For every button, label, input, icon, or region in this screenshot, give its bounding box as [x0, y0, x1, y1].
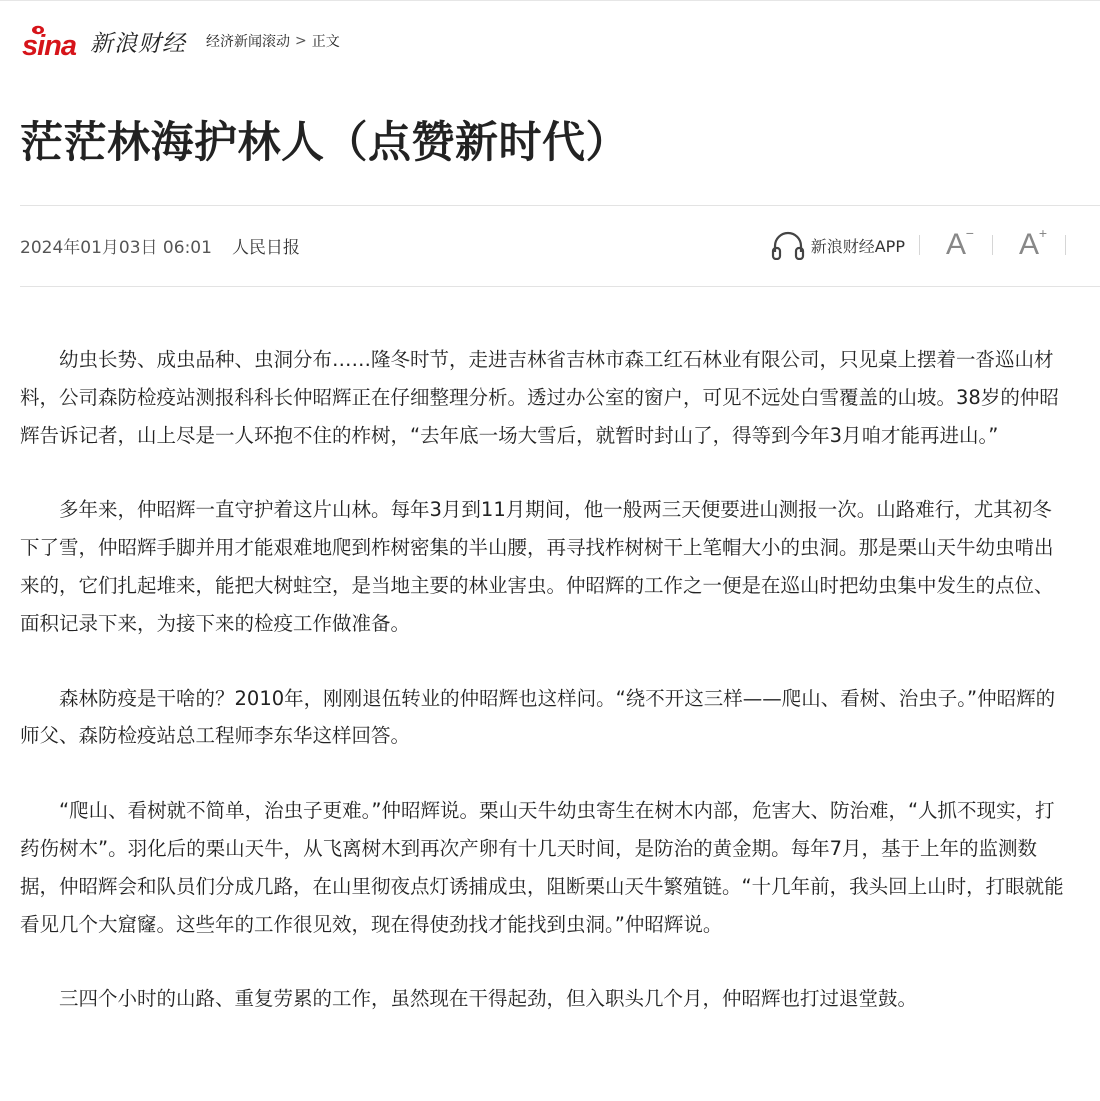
sina-logo-icon: [22, 23, 84, 59]
article-paragraph: 森林防疫是干啥的？2010年，刚刚退伍转业的仲昭辉也这样问。“绕不开这三样——爬山、看树、治虫子。”仲昭辉的师父、森防检疫站总工程师李东华这样回答。: [20, 686, 1056, 748]
app-download-link[interactable]: [771, 230, 905, 260]
headphones-icon: [771, 230, 805, 260]
toolbar-divider: [1065, 235, 1066, 255]
article-title: 茫茫林海护林人（点赞新时代）: [20, 118, 629, 168]
article-paragraph: 多年来，仲昭辉一直守护着这片山林。每年3月到11月期间，他一般两三天便要进山测报一次。山路难行，尤其初冬下了雪，仲昭辉手脚并用才能艰难地爬到柞树密集的半山腰，再寻找柞树树干上笔帽大小的虫洞。那是栗山天牛幼虫啃出来的，它们扎起堆来，能把大树蛀空，是当地主要的林业害虫。仲昭辉的工作之一便是在巡山时把幼虫集中发生的点位、面积记录下来，为接下来的检疫工作做准备。: [20, 498, 1054, 635]
breadcrumb-current: 正文: [311, 34, 340, 50]
article-paragraph: 幼虫长势、成虫品种、虫洞分布……隆冬时节，走进吉林省吉林市森工红石林业有限公司，只见桌上摆着一沓巡山材料，公司森防检疫站测报科科长仲昭辉正在仔细整理分析。透过办公室的窗户，可见不远处白雪覆盖的山坡。38岁的仲昭辉告诉记者，山上尽是一人环抱不住的柞树，“去年底一场大雪后，就暂时封山了，得等到今年3月咱才能再进山。”: [20, 348, 1059, 447]
article-source[interactable]: 人民日报: [231, 238, 300, 258]
article-paragraph: 三四个小时的山路、重复劳累的工作，虽然现在干得起劲，但入职头几个月，仲昭辉也打过退堂鼓。: [59, 987, 918, 1011]
article-paragraph: “爬山、看树就不简单，治虫子更难。”仲昭辉说。栗山天牛幼虫寄生在树木内部，危害大、防治难，“人抓不现实，打药伤树木”。羽化后的栗山天牛，从飞离树木到再次产卵有十几天时间，是防治的黄金期。每年7月，基于上年的监测数据，仲昭辉会和队员们分成几路，在山里彻夜点灯诱捕成虫，阻断栗山天牛繁殖链。“十几年前，我头回上山时，打眼就能看见几个大窟窿。这些年的工作很见效，现在得使劲找才能找到虫洞。”仲昭辉说。: [20, 799, 1064, 936]
font-increase-button[interactable]: [1007, 225, 1051, 261]
brand-name: 新浪财经: [90, 30, 186, 56]
breadcrumb: [206, 31, 340, 51]
plus-icon: +: [1038, 225, 1047, 241]
toolbar-divider: [992, 235, 993, 255]
font-increase-label: A: [1018, 228, 1039, 261]
divider: [20, 205, 1100, 206]
breadcrumb-section-link[interactable]: 经济新闻滚动: [206, 34, 290, 50]
minus-icon: −: [965, 225, 974, 241]
divider: [20, 286, 1100, 287]
site-header: [22, 21, 340, 61]
font-decrease-button[interactable]: [934, 225, 978, 261]
toolbar-divider: [919, 235, 920, 255]
svg-text:sina: sina: [22, 30, 77, 59]
sina-finance-logo[interactable]: [22, 23, 186, 59]
publish-date: 2024年01月03日 06:01: [20, 238, 212, 258]
article-toolbar: [771, 227, 1080, 263]
article-body: [20, 341, 1065, 1055]
article-meta: [20, 233, 300, 258]
breadcrumb-separator: >: [295, 33, 307, 49]
font-decrease-label: A: [945, 228, 966, 261]
app-label: 新浪财经APP: [810, 236, 905, 256]
